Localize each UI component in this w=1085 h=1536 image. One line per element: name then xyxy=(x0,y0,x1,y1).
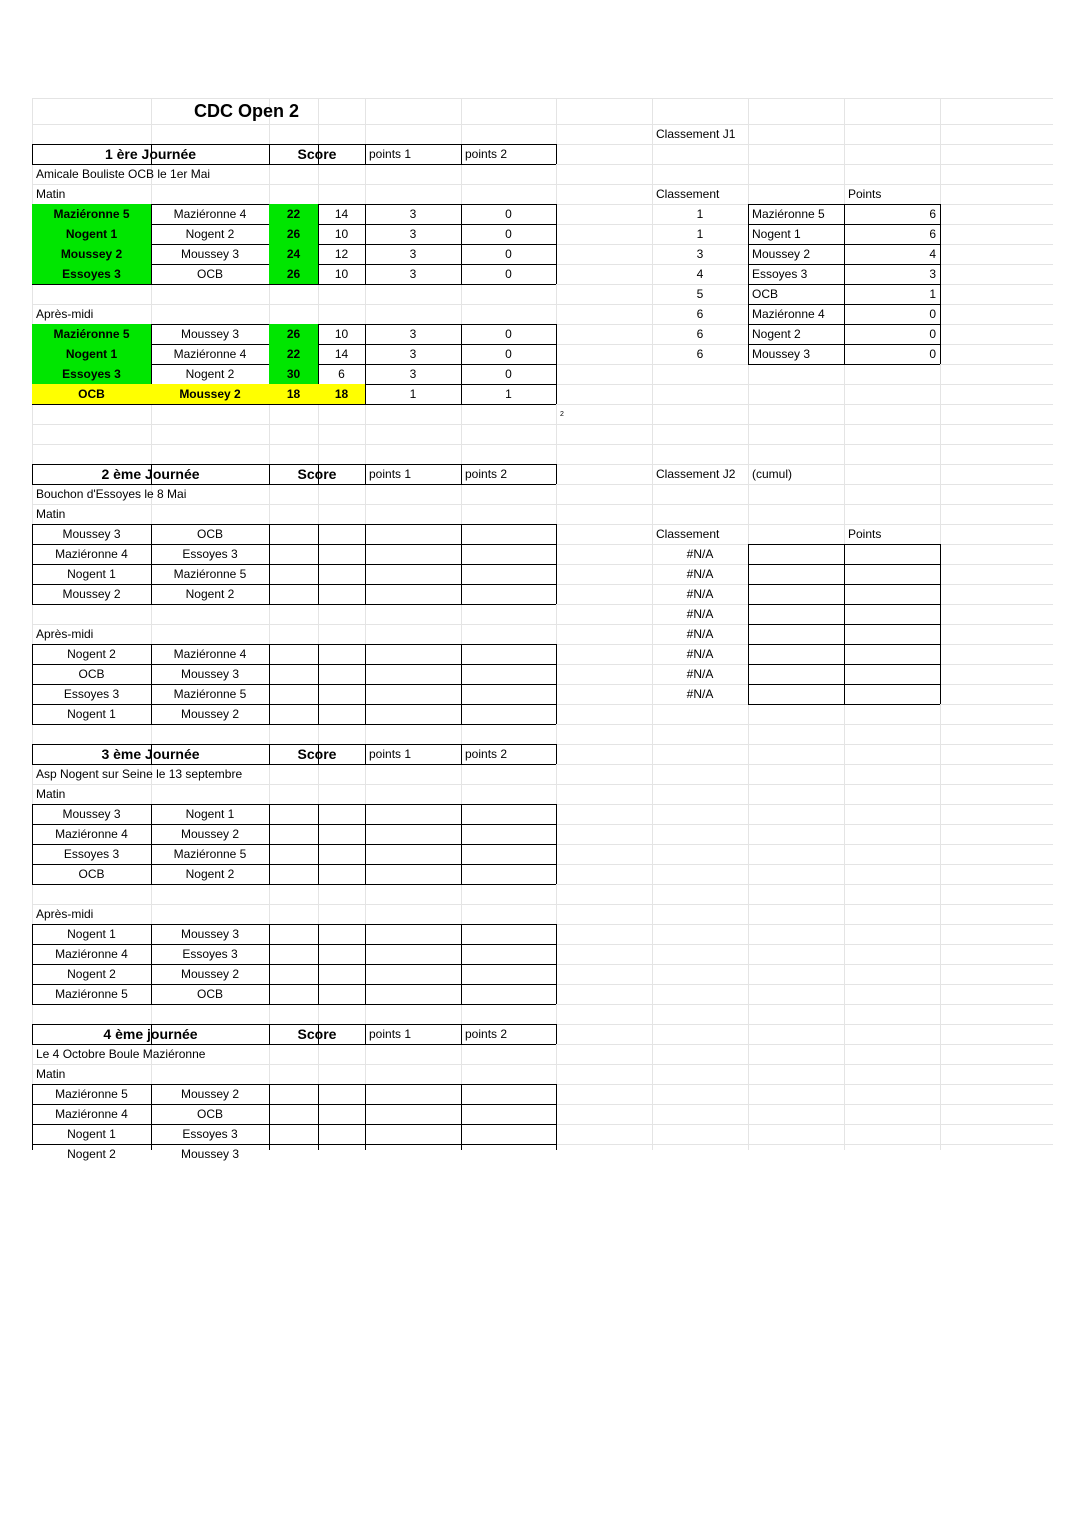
score1-cell[interactable] xyxy=(269,544,318,564)
score1-cell[interactable] xyxy=(269,644,318,664)
team-cell xyxy=(748,584,844,604)
points1-cell[interactable] xyxy=(365,964,461,984)
points1-cell[interactable]: 3 xyxy=(409,267,417,281)
team1-cell[interactable]: Moussey 2 xyxy=(62,587,121,601)
points2-cell[interactable] xyxy=(461,804,556,824)
team2-cell[interactable]: Moussey 2 xyxy=(180,707,240,721)
team2-cell[interactable]: OCB xyxy=(196,527,223,541)
team1-cell[interactable]: Moussey 2 xyxy=(32,244,151,264)
team2-cell[interactable]: Maziéronne 4 xyxy=(173,347,247,361)
score1-cell[interactable]: 22 xyxy=(269,344,318,364)
points1-cell[interactable] xyxy=(365,1084,461,1104)
team-cell xyxy=(748,644,844,664)
score1-cell[interactable] xyxy=(269,964,318,984)
team-cell: Nogent 2 xyxy=(752,327,801,341)
rank-cell: #N/A xyxy=(686,567,714,581)
points1-cell[interactable]: 3 xyxy=(409,347,417,361)
points2-cell[interactable] xyxy=(461,944,556,964)
points1-cell[interactable] xyxy=(365,524,461,544)
team2-cell[interactable]: Maziéronne 5 xyxy=(173,567,247,581)
score2-cell[interactable] xyxy=(318,1104,365,1124)
score2-cell[interactable]: 10 xyxy=(334,267,349,281)
team2-cell[interactable]: Moussey 2 xyxy=(180,967,240,981)
team1-cell[interactable]: Nogent 2 xyxy=(67,967,116,981)
points2-cell[interactable] xyxy=(461,924,556,944)
score1-cell[interactable]: 24 xyxy=(269,244,318,264)
points-cell: 3 xyxy=(929,267,936,281)
points2-header: points 2 xyxy=(465,747,508,761)
points2-cell[interactable] xyxy=(461,524,556,544)
team1-cell[interactable]: Essoyes 3 xyxy=(63,847,120,861)
score2-cell[interactable]: 14 xyxy=(334,347,349,361)
session-label: Après-midi xyxy=(36,907,94,921)
journee-title: 3 ème Journée xyxy=(101,746,200,762)
team1-cell[interactable]: OCB xyxy=(32,384,151,404)
points-cell: 6 xyxy=(929,207,936,221)
points1-cell[interactable]: 1 xyxy=(409,387,417,401)
points-cell xyxy=(844,664,940,684)
points2-cell[interactable] xyxy=(461,1104,556,1124)
team1-cell[interactable]: Nogent 1 xyxy=(67,1127,116,1141)
points2-cell[interactable]: 0 xyxy=(505,267,512,281)
points2-header: points 2 xyxy=(465,147,508,161)
score2-cell[interactable] xyxy=(318,644,365,664)
session-label: Matin xyxy=(36,1067,66,1081)
page-title: CDC Open 2 xyxy=(193,101,299,121)
team2-cell[interactable]: Moussey 3 xyxy=(180,247,240,261)
score1-cell[interactable]: 26 xyxy=(269,324,318,344)
score2-cell[interactable] xyxy=(318,924,365,944)
points1-cell[interactable] xyxy=(365,924,461,944)
points2-cell[interactable] xyxy=(461,584,556,604)
rank-cell: #N/A xyxy=(686,647,714,661)
team-cell: Nogent 1 xyxy=(752,227,801,241)
points2-cell[interactable] xyxy=(461,544,556,564)
rank-cell: #N/A xyxy=(686,627,714,641)
session-label: Matin xyxy=(36,187,66,201)
journee-title: 4 ème journée xyxy=(103,1026,198,1042)
team1-cell[interactable]: Nogent 1 xyxy=(67,927,116,941)
team1-cell[interactable]: Maziéronne 5 xyxy=(32,204,151,224)
points1-cell[interactable] xyxy=(365,1104,461,1124)
team2-cell[interactable]: Moussey 3 xyxy=(180,667,240,681)
session-label: Matin xyxy=(36,507,66,521)
score-header: Score xyxy=(297,1026,337,1042)
team1-cell[interactable]: Moussey 3 xyxy=(62,527,121,541)
points1-cell[interactable]: 3 xyxy=(409,327,417,341)
score2-cell[interactable] xyxy=(318,684,365,704)
team-cell xyxy=(748,544,844,564)
points-cell xyxy=(844,684,940,704)
points2-cell[interactable] xyxy=(461,644,556,664)
classement-rank-header: Classement xyxy=(656,187,720,201)
points-cell: 0 xyxy=(929,327,936,341)
team1-cell[interactable]: Nogent 1 xyxy=(67,567,116,581)
team1-cell[interactable]: Maziéronne 5 xyxy=(32,324,151,344)
score2-cell[interactable]: 14 xyxy=(334,207,349,221)
points1-cell[interactable] xyxy=(365,644,461,664)
rank-cell: 3 xyxy=(696,247,704,261)
team1-cell[interactable]: Essoyes 3 xyxy=(32,364,151,384)
team1-cell[interactable]: Nogent 1 xyxy=(32,344,151,364)
points2-cell[interactable] xyxy=(461,1144,556,1164)
classement-rank-header: Classement xyxy=(656,527,720,541)
classement-j2-title: Classement J2 xyxy=(656,467,736,481)
journee-place: Bouchon d'Essoyes le 8 Mai xyxy=(36,487,187,501)
score2-cell[interactable] xyxy=(318,844,365,864)
points2-cell[interactable] xyxy=(461,864,556,884)
journee-title: 2 ème Journée xyxy=(101,466,200,482)
score2-cell[interactable] xyxy=(318,704,365,724)
team-cell xyxy=(748,684,844,704)
team1-cell[interactable]: Essoyes 3 xyxy=(63,687,120,701)
score2-cell[interactable]: 12 xyxy=(334,247,349,261)
points2-header: points 2 xyxy=(465,1027,508,1041)
team1-cell[interactable]: Essoyes 3 xyxy=(32,264,151,284)
points1-cell[interactable] xyxy=(365,684,461,704)
points-cell: 0 xyxy=(929,307,936,321)
points1-cell[interactable] xyxy=(365,944,461,964)
rank-cell: 6 xyxy=(696,327,704,341)
team2-cell[interactable]: Maziéronne 4 xyxy=(173,647,247,661)
team-cell: Maziéronne 4 xyxy=(752,307,825,321)
rank-cell: #N/A xyxy=(686,687,714,701)
score2-cell[interactable]: 10 xyxy=(334,327,349,341)
classement-j2-subtitle: (cumul) xyxy=(752,467,793,481)
journee-title: 1 ère Journée xyxy=(104,146,197,162)
score1-cell[interactable]: 22 xyxy=(269,204,318,224)
rank-cell: 6 xyxy=(696,307,704,321)
score1-cell[interactable] xyxy=(269,704,318,724)
points2-cell[interactable] xyxy=(461,844,556,864)
points1-cell[interactable]: 3 xyxy=(409,207,417,221)
points2-cell[interactable] xyxy=(461,1084,556,1104)
score1-cell[interactable] xyxy=(269,1084,318,1104)
score2-cell[interactable] xyxy=(318,1084,365,1104)
score2-cell[interactable]: 10 xyxy=(334,227,349,241)
score1-cell[interactable] xyxy=(269,844,318,864)
score1-cell[interactable]: 26 xyxy=(269,224,318,244)
points2-cell[interactable] xyxy=(461,564,556,584)
team2-cell[interactable]: OCB xyxy=(196,267,223,281)
team2-cell[interactable]: Moussey 3 xyxy=(180,1147,240,1161)
score1-cell[interactable] xyxy=(269,584,318,604)
rank-cell: #N/A xyxy=(686,547,714,561)
score1-cell[interactable] xyxy=(269,944,318,964)
team-cell xyxy=(748,624,844,644)
points2-cell[interactable] xyxy=(461,684,556,704)
score2-cell[interactable] xyxy=(318,984,365,1004)
score1-cell[interactable] xyxy=(269,1144,318,1164)
points2-cell[interactable] xyxy=(461,704,556,724)
score1-cell[interactable] xyxy=(269,1124,318,1144)
points2-cell[interactable]: 0 xyxy=(505,327,512,341)
points1-cell[interactable] xyxy=(365,564,461,584)
rank-cell: 4 xyxy=(696,267,704,281)
score2-cell[interactable] xyxy=(318,804,365,824)
team-cell: Moussey 2 xyxy=(752,247,811,261)
points2-cell[interactable]: 0 xyxy=(505,207,512,221)
points-cell xyxy=(844,544,940,564)
points-cell: 4 xyxy=(929,247,936,261)
team1-cell[interactable]: Maziéronne 4 xyxy=(55,827,128,841)
score2-cell[interactable] xyxy=(318,1124,365,1144)
points2-cell[interactable] xyxy=(461,1124,556,1144)
score1-cell[interactable] xyxy=(269,524,318,544)
points2-cell[interactable] xyxy=(461,664,556,684)
team2-cell[interactable]: Moussey 3 xyxy=(180,927,240,941)
points1-cell[interactable] xyxy=(365,1124,461,1144)
points-cell xyxy=(844,584,940,604)
team2-cell[interactable]: Essoyes 3 xyxy=(182,547,238,561)
points1-cell[interactable]: 3 xyxy=(409,227,417,241)
classement-points-header: Points xyxy=(848,187,882,201)
score2-cell[interactable] xyxy=(318,824,365,844)
score2-cell[interactable] xyxy=(318,524,365,544)
team1-cell[interactable]: OCB xyxy=(78,667,105,681)
score1-cell[interactable]: 30 xyxy=(269,364,318,384)
points2-cell[interactable]: 0 xyxy=(505,347,512,361)
score1-cell[interactable] xyxy=(269,664,318,684)
team-cell: Maziéronne 5 xyxy=(752,207,825,221)
score1-cell[interactable]: 26 xyxy=(269,264,318,284)
score2-cell[interactable] xyxy=(318,944,365,964)
points-cell xyxy=(844,604,940,624)
team2-cell[interactable]: Maziéronne 5 xyxy=(173,847,247,861)
team2-cell[interactable]: Moussey 2 xyxy=(180,1087,240,1101)
rank-cell: 5 xyxy=(696,287,704,301)
points1-cell[interactable] xyxy=(365,804,461,824)
points-cell xyxy=(844,564,940,584)
score-header: Score xyxy=(297,146,337,162)
team1-cell[interactable]: OCB xyxy=(78,867,105,881)
points-cell: 6 xyxy=(929,227,936,241)
session-label: Après-midi xyxy=(36,307,94,321)
team2-cell[interactable]: Essoyes 3 xyxy=(182,947,238,961)
team1-cell[interactable]: Maziéronne 5 xyxy=(55,1087,128,1101)
rank-cell: 6 xyxy=(696,347,704,361)
rank-cell: #N/A xyxy=(686,667,714,681)
team1-cell[interactable]: Nogent 2 xyxy=(67,647,116,661)
team-cell: Essoyes 3 xyxy=(752,267,808,281)
points-cell xyxy=(844,644,940,664)
classement-j1-title: Classement J1 xyxy=(656,127,736,141)
session-label: Après-midi xyxy=(36,627,94,641)
points1-cell[interactable] xyxy=(365,704,461,724)
score2-cell[interactable]: 6 xyxy=(338,367,345,381)
points1-cell[interactable] xyxy=(365,544,461,564)
points1-cell[interactable] xyxy=(365,864,461,884)
note-mark: 2 xyxy=(560,410,564,418)
team1-cell[interactable]: Maziéronne 4 xyxy=(55,1107,128,1121)
points-cell xyxy=(844,624,940,644)
team-cell xyxy=(748,604,844,624)
points2-cell[interactable]: 0 xyxy=(505,247,512,261)
team2-cell[interactable]: Nogent 2 xyxy=(185,867,235,881)
points1-header: points 1 xyxy=(369,467,412,481)
team2-cell[interactable]: Nogent 2 xyxy=(185,367,235,381)
score1-cell[interactable] xyxy=(269,864,318,884)
points2-cell[interactable] xyxy=(461,824,556,844)
team2-cell[interactable]: Maziéronne 4 xyxy=(173,207,247,221)
points-cell: 0 xyxy=(929,347,936,361)
team2-cell[interactable]: Essoyes 3 xyxy=(182,1127,238,1141)
journee-place: Asp Nogent sur Seine le 13 septembre xyxy=(36,767,243,781)
score1-cell[interactable]: 18 xyxy=(269,384,318,404)
points1-cell[interactable]: 3 xyxy=(409,247,417,261)
team2-cell[interactable]: Moussey 3 xyxy=(180,327,240,341)
points1-cell[interactable] xyxy=(365,664,461,684)
score2-cell[interactable] xyxy=(318,664,365,684)
points2-header: points 2 xyxy=(465,467,508,481)
points1-cell[interactable] xyxy=(365,824,461,844)
points1-cell[interactable] xyxy=(365,584,461,604)
score1-cell[interactable] xyxy=(269,1104,318,1124)
classement-points-header: Points xyxy=(848,527,882,541)
journee-place: Amicale Bouliste OCB le 1er Mai xyxy=(36,167,211,181)
team2-cell[interactable]: OCB xyxy=(196,987,223,1001)
points1-header: points 1 xyxy=(369,1027,412,1041)
score2-cell[interactable] xyxy=(318,584,365,604)
team2-cell[interactable]: Moussey 2 xyxy=(180,827,240,841)
team2-cell[interactable]: Nogent 2 xyxy=(185,587,235,601)
team2-cell[interactable]: OCB xyxy=(196,1107,223,1121)
score2-cell[interactable]: 18 xyxy=(318,384,365,404)
journee-place: Le 4 Octobre Boule Maziéronne xyxy=(36,1047,206,1061)
team-cell xyxy=(748,664,844,684)
points1-header: points 1 xyxy=(369,147,412,161)
team-cell: Moussey 3 xyxy=(752,347,811,361)
points1-cell[interactable]: 3 xyxy=(409,367,417,381)
points2-cell[interactable]: 0 xyxy=(505,227,512,241)
points1-cell[interactable] xyxy=(365,844,461,864)
spreadsheet xyxy=(32,98,1053,1161)
score2-cell[interactable] xyxy=(318,544,365,564)
rank-cell: 1 xyxy=(696,227,704,241)
points2-cell[interactable] xyxy=(461,984,556,1004)
rank-cell: #N/A xyxy=(686,607,714,621)
rank-cell: 1 xyxy=(696,207,704,221)
session-label: Matin xyxy=(36,787,66,801)
score1-cell[interactable] xyxy=(269,824,318,844)
score1-cell[interactable] xyxy=(269,804,318,824)
score2-cell[interactable] xyxy=(318,564,365,584)
points1-cell[interactable] xyxy=(365,984,461,1004)
team1-cell[interactable]: Maziéronne 4 xyxy=(55,947,128,961)
score2-cell[interactable] xyxy=(318,964,365,984)
team2-cell[interactable]: Moussey 2 xyxy=(151,384,269,404)
score1-cell[interactable] xyxy=(269,684,318,704)
score2-cell[interactable] xyxy=(318,1144,365,1164)
team-cell xyxy=(748,564,844,584)
team-cell: OCB xyxy=(752,287,779,301)
points2-cell[interactable] xyxy=(461,964,556,984)
points-cell: 1 xyxy=(929,287,936,301)
team2-cell[interactable]: Nogent 2 xyxy=(185,227,235,241)
score1-cell[interactable] xyxy=(269,924,318,944)
points2-cell[interactable]: 1 xyxy=(505,387,512,401)
rank-cell: #N/A xyxy=(686,587,714,601)
team1-cell[interactable]: Nogent 2 xyxy=(67,1147,116,1161)
score1-cell[interactable] xyxy=(269,984,318,1004)
team1-cell[interactable]: Nogent 1 xyxy=(32,224,151,244)
points1-header: points 1 xyxy=(369,747,412,761)
points2-cell[interactable]: 0 xyxy=(505,367,512,381)
team2-cell[interactable]: Maziéronne 5 xyxy=(173,687,247,701)
team1-cell[interactable]: Nogent 1 xyxy=(67,707,116,721)
score-header: Score xyxy=(297,746,337,762)
team1-cell[interactable]: Moussey 3 xyxy=(62,807,121,821)
score-header: Score xyxy=(297,466,337,482)
points1-cell[interactable] xyxy=(365,1144,461,1164)
team2-cell[interactable]: Nogent 1 xyxy=(185,807,235,821)
score2-cell[interactable] xyxy=(318,864,365,884)
score1-cell[interactable] xyxy=(269,564,318,584)
team1-cell[interactable]: Maziéronne 4 xyxy=(55,547,128,561)
team1-cell[interactable]: Maziéronne 5 xyxy=(55,987,128,1001)
